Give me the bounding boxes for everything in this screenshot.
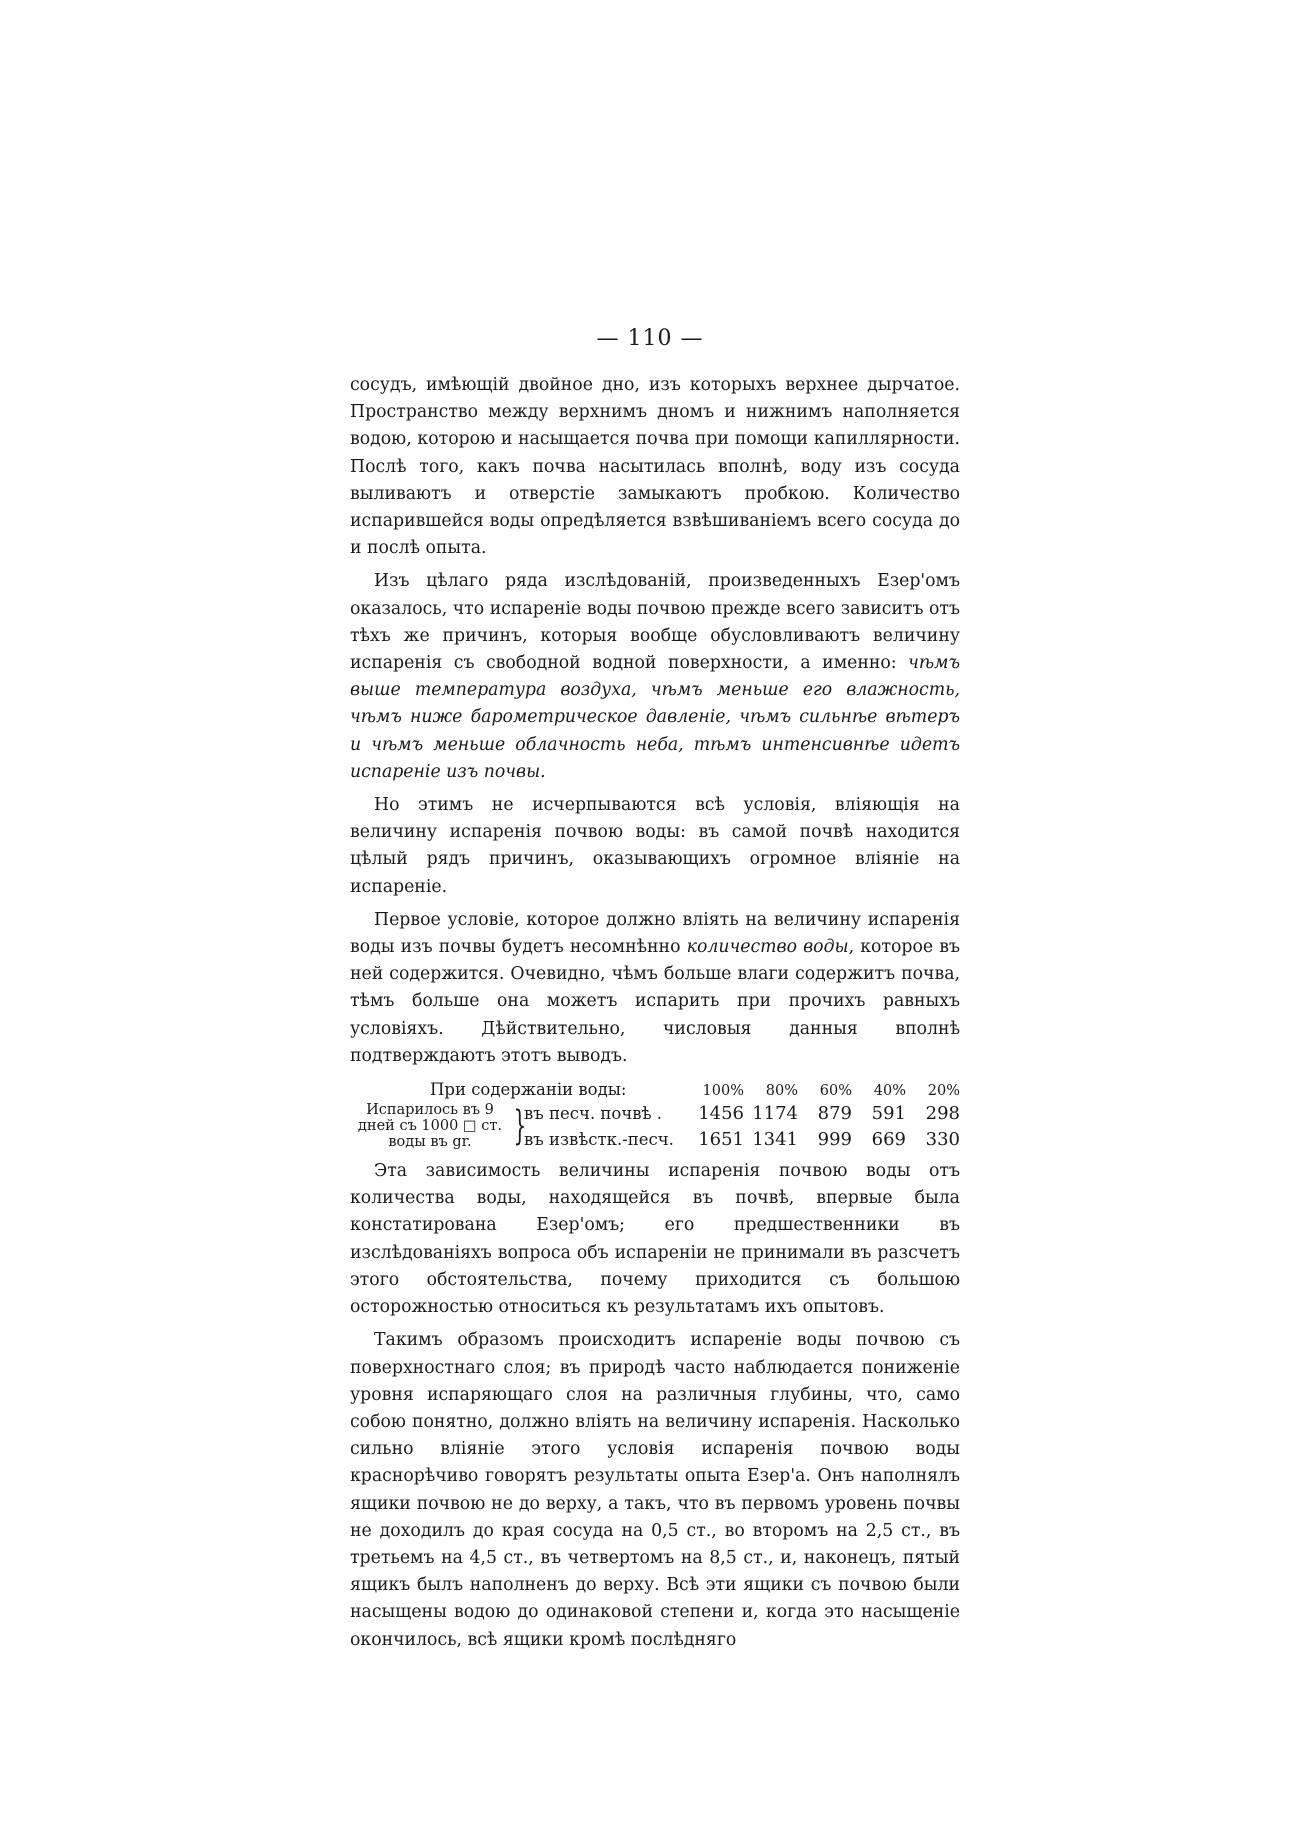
brace: } — [513, 1103, 527, 1150]
column-header: 60% — [819, 1083, 852, 1100]
table-header — [350, 1076, 960, 1100]
paragraph: Но этимъ не исчерпываются всѣ условія, вліяющія на величину испаренія почвою воды: въ самой почвѣ находится цѣлый рядъ причинъ, оказывающихъ огромное вліяніе на испареніе. — [350, 795, 960, 897]
column-header: 100% — [702, 1083, 744, 1100]
table-cell: 298 — [925, 1103, 960, 1125]
table-cell: 1174 — [752, 1103, 798, 1125]
column-header: 20% — [927, 1083, 960, 1100]
paragraph-text: Первое условіе, которое должно вліять на величину испаренія воды изъ почвы будетъ несомнѣнно — [350, 909, 960, 958]
table-cell: 591 — [871, 1103, 906, 1125]
table-cell: 1341 — [752, 1129, 798, 1151]
table-row — [524, 1100, 960, 1126]
row-label: въ извѣстк.-песч. — [524, 1130, 674, 1150]
paragraph — [350, 907, 960, 1070]
column-header: 80% — [765, 1083, 798, 1100]
table-rows — [524, 1100, 960, 1152]
stub-line: Испарилось въ 9 — [366, 1102, 494, 1119]
paragraph-text: Изъ цѣлаго ряда изслѣдованій, произведенныхъ Езер'омъ оказалось, что испареніе воды почвою прежде всего зависитъ отъ тѣхъ же причинъ, которыя вообще обусловливаютъ величину испаренія съ свободной водной поверхности, а именно: — [350, 571, 960, 674]
table-header-label: При содержаніи воды: — [430, 1080, 627, 1100]
paragraph-italic: чѣмъ выше температура воздуха, чѣмъ меньше его влажность, чѣмъ ниже барометрическое давленіе, чѣмъ сильнѣе вѣтеръ и чѣмъ меньше облачность неба, тѣмъ интенсивнѣе идетъ испареніе изъ почвы. — [350, 653, 960, 782]
paragraph: сосудъ, имѣющій двойное дно, изъ которыхъ верхнее дырчатое. Пространство между верхнимъ дномъ и нижнимъ наполняется водою, которою и насыщается почва при помощи капиллярности. Послѣ того, какъ почва насытилась вполнѣ, воду изъ сосуда выливаютъ и отверстіе замыкаютъ пробкою. Количество испарившейся воды опредѣляется взвѣшиваніемъ всего сосуда до и послѣ опыта. — [350, 375, 960, 559]
paragraph-italic: количество воды — [686, 937, 849, 958]
table-cell: 1651 — [698, 1129, 744, 1151]
paragraph: Такимъ образомъ происходитъ испареніе воды почвою съ поверхностнаго слоя; въ природѣ часто наблюдается пониженіе уровня испаряющаго слоя на различныя глубины, что, само собою понятно, должно вліять на величину испаренія. Насколько сильно вліяніе этого условія испаренія почвою воды краснорѣчиво говорятъ результаты опыта Езер'а. Онъ наполнялъ ящики почвою не до верху, а такъ, что въ первомъ уровень почвы не доходилъ до края сосуда на 0,5 ст., во второмъ на 2,5 ст., въ третьемъ на 4,5 ст., въ четвертомъ на 8,5 ст., и, наконецъ, пятый ящикъ былъ наполненъ до верху. Всѣ эти ящики съ почвою были насыщены водою до одинаковой степени и, когда это насыщеніе окончилось, всѣ ящики кромѣ послѣдняго — [350, 1330, 960, 1650]
table-cell: 330 — [925, 1129, 960, 1151]
paragraph: Эта зависимость величины испаренія почвою воды отъ количества воды, находящейся въ почвѣ, впервые была констатирована Езер'омъ; его предшественники въ изслѣдованіяхъ вопроса объ испареніи не принимали въ разсчетъ этого обстоятельства, почему приходится съ большою осторожностью относиться къ результатамъ ихъ опытовъ. — [350, 1161, 960, 1318]
table-row — [524, 1126, 960, 1152]
table-stub — [350, 1102, 510, 1150]
evaporation-table — [350, 1076, 960, 1152]
table-body — [350, 1100, 960, 1152]
table-cell: 1456 — [698, 1103, 744, 1125]
stub-line: дней съ 1000 □ ст. — [358, 1118, 502, 1135]
table-cell: 999 — [817, 1129, 852, 1151]
body-text — [350, 372, 960, 1654]
stub-line: воды въ gr. — [388, 1134, 472, 1151]
column-header: 40% — [873, 1083, 906, 1100]
page-number: — 110 — — [596, 326, 704, 351]
row-label: въ песч. почвѣ . — [524, 1104, 663, 1124]
paragraph — [350, 568, 960, 786]
paragraph-text: , которое въ ней содержится. Очевидно, чѣмъ больше влаги содержитъ почва, тѣмъ больше она можетъ испарить при прочихъ равныхъ условіяхъ. Дѣйствительно, числовыя данныя вполнѣ подтверждаютъ этотъ выводъ. — [350, 937, 960, 1066]
table-cell: 879 — [817, 1103, 852, 1125]
table-cell: 669 — [871, 1129, 906, 1151]
